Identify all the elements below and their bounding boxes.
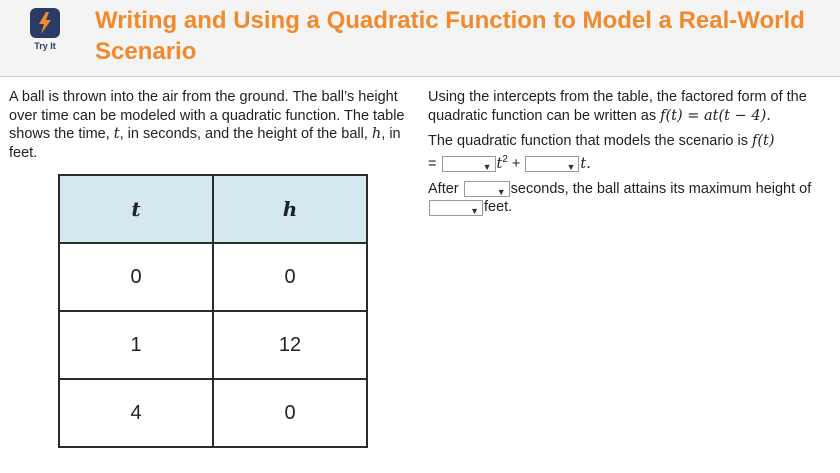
table-cell: 1 bbox=[59, 311, 213, 379]
table-cell: 12 bbox=[213, 311, 367, 379]
factored-form-sentence: Using the intercepts from the table, the factored form of the quadratic function can be written as bbox=[428, 89, 807, 124]
problem-intro-2: , in seconds, and the height of the ball, bbox=[119, 126, 372, 142]
function-notation: f(t) bbox=[752, 133, 775, 149]
lightning-icon bbox=[30, 8, 60, 38]
question-panel bbox=[428, 88, 828, 224]
page-title: Writing and Using a Quadratic Function to Model a Real-World Scenario bbox=[95, 7, 805, 65]
problem-statement bbox=[9, 88, 423, 162]
factored-formula: f(t) = at(t − 4). bbox=[660, 107, 771, 124]
seconds-text: seconds, the ball attains its maximum height of bbox=[510, 180, 812, 197]
chevron-down-icon: ▼ bbox=[496, 187, 506, 197]
table-row bbox=[59, 311, 367, 379]
table-cell: 0 bbox=[59, 243, 213, 311]
table-row bbox=[59, 379, 367, 447]
table-cell: 4 bbox=[59, 379, 213, 447]
data-table bbox=[58, 174, 368, 448]
try-it-logo bbox=[30, 8, 60, 38]
chevron-down-icon: ▼ bbox=[470, 205, 479, 216]
table-cell: 0 bbox=[213, 379, 367, 447]
column-header-t: t bbox=[59, 175, 213, 243]
max-height-dropdown[interactable] bbox=[429, 200, 483, 216]
var-h: h bbox=[371, 126, 382, 142]
factored-form-text bbox=[428, 88, 828, 125]
var-t: t bbox=[113, 126, 120, 142]
standard-form-question bbox=[428, 132, 828, 173]
t-term: t. bbox=[580, 155, 591, 172]
plus-sign: + bbox=[511, 155, 521, 172]
lesson-header bbox=[0, 0, 840, 77]
after-label: After bbox=[428, 180, 459, 197]
table-header-row bbox=[59, 175, 367, 243]
table-cell: 0 bbox=[213, 243, 367, 311]
problem-intro-1: A ball is thrown into the air from the ground. The ball’s height over time can be modeled with a quadratic function. The table shows the time, bbox=[9, 89, 405, 142]
problem-intro-3: , in feet. bbox=[9, 126, 401, 161]
t-squared: t bbox=[496, 155, 503, 172]
try-it-label: Try It bbox=[34, 41, 56, 51]
equals-sign: = bbox=[428, 155, 437, 172]
coefficient-a-dropdown[interactable] bbox=[442, 156, 496, 172]
standard-form-sentence: The quadratic function that models the scenario is bbox=[428, 133, 753, 149]
table-row bbox=[59, 243, 367, 311]
column-header-h: h bbox=[213, 175, 367, 243]
exponent: 2 bbox=[502, 153, 508, 165]
max-time-dropdown[interactable] bbox=[464, 181, 510, 197]
chevron-down-icon: ▼ bbox=[566, 161, 576, 172]
coefficient-b-dropdown[interactable] bbox=[525, 156, 579, 172]
chevron-down-icon: ▼ bbox=[482, 161, 492, 172]
feet-text: feet. bbox=[484, 199, 513, 216]
maximum-question bbox=[428, 180, 828, 217]
